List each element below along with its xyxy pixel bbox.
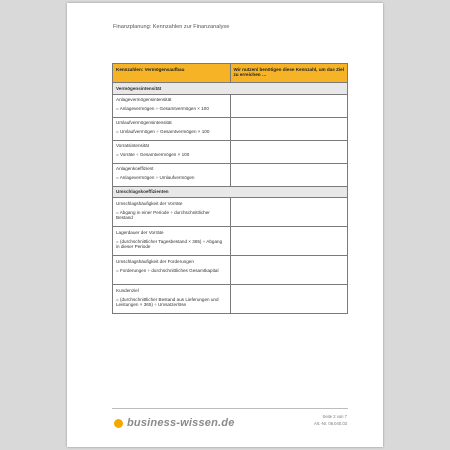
footer-divider — [112, 408, 348, 409]
kennzahl-cell — [113, 117, 231, 140]
answer-cell[interactable] — [230, 117, 348, 140]
header-kennzahlen: Kennzahlen: Vermögensaufbau — [113, 64, 231, 83]
kennzahl-formula: = (durchschnittlicher Bestand aus Lieferungen und Leistungen × 365) ÷ Umsatzerlöse — [116, 296, 219, 308]
kennzahl-formula: = Anlagevermögen ÷ Gesamtvermögen × 100 — [116, 105, 209, 111]
kennzahl-formula: = Anlagevermögen ÷ Umlaufvermögen — [116, 174, 195, 180]
kennzahl-cell — [113, 198, 231, 227]
kennzahl-cell — [113, 256, 231, 285]
answer-cell[interactable] — [230, 285, 348, 314]
table-row — [113, 140, 348, 163]
table-row — [113, 117, 348, 140]
kennzahl-name: Umlaufvermögensintensität — [116, 120, 172, 126]
answer-cell[interactable] — [230, 140, 348, 163]
answer-cell[interactable] — [230, 256, 348, 285]
kennzahl-formula: = Forderungen ÷ durchschnittliches Gesamtkapital — [116, 267, 219, 273]
table-row — [113, 94, 348, 117]
business-wissen-logo — [114, 417, 235, 429]
section-title: Vermögensintensität — [113, 83, 348, 95]
table-row — [113, 285, 348, 314]
kennzahl-name: Anlagevermögensintensität — [116, 97, 172, 103]
answer-cell[interactable] — [230, 227, 348, 256]
kennzahl-cell — [113, 94, 231, 117]
article-number: Art.-Nr. 06.040.03 — [313, 420, 347, 426]
page-info — [314, 414, 347, 427]
table-row — [113, 198, 348, 227]
kennzahl-formula: = Abgang in einer Periode ÷ durchschnittlicher Bestand — [116, 209, 210, 221]
answer-cell[interactable] — [230, 198, 348, 227]
kennzahl-name: Umschlagshäufigkeit der Forderungen — [116, 258, 194, 264]
kennzahl-cell — [113, 163, 231, 186]
document-page — [67, 3, 383, 447]
kennzahl-name: Kundenziel — [116, 287, 139, 293]
document-title: Finanzplanung: Kennzahlen zur Finanzanalyse — [113, 24, 230, 30]
kennzahl-formula: = Umlaufvermögen ÷ Gesamtvermögen × 100 — [116, 128, 210, 134]
answer-cell[interactable] — [230, 163, 348, 186]
logo-text: business-wissen.de — [127, 417, 235, 429]
section-row — [113, 83, 348, 95]
kennzahlen-table — [112, 63, 348, 314]
header-nutzen: Wir nutzen/ benötigen diese Kennzahl, um das Ziel zu erreichen … — [230, 64, 348, 83]
section-row — [113, 186, 348, 198]
kennzahl-cell — [113, 140, 231, 163]
kennzahl-cell — [113, 227, 231, 256]
kennzahl-name: Lagerdauer der Vorräte — [116, 229, 164, 235]
section-title: Umschlagskoeffizienten — [113, 186, 348, 198]
kennzahl-formula: = Vorräte ÷ Gesamtvermögen × 100 — [116, 151, 190, 157]
kennzahl-name: Vorratsintensität — [116, 143, 149, 149]
page-number: Seite 2 von 7 — [322, 414, 347, 419]
answer-cell[interactable] — [230, 94, 348, 117]
kennzahl-formula: = (durchschnittlicher Tagesbestand × 365) ÷ Abgang in dieser Periode — [116, 238, 223, 250]
table-header-row — [113, 64, 348, 83]
kennzahl-name: Umschlagshäufigkeit der Vorräte — [116, 200, 183, 206]
table-row — [113, 227, 348, 256]
table-row — [113, 163, 348, 186]
kennzahl-cell — [113, 285, 231, 314]
logo-dot-icon — [114, 419, 123, 428]
table-row — [113, 256, 348, 285]
kennzahl-name: Anlagenkoeffizient — [116, 166, 154, 172]
